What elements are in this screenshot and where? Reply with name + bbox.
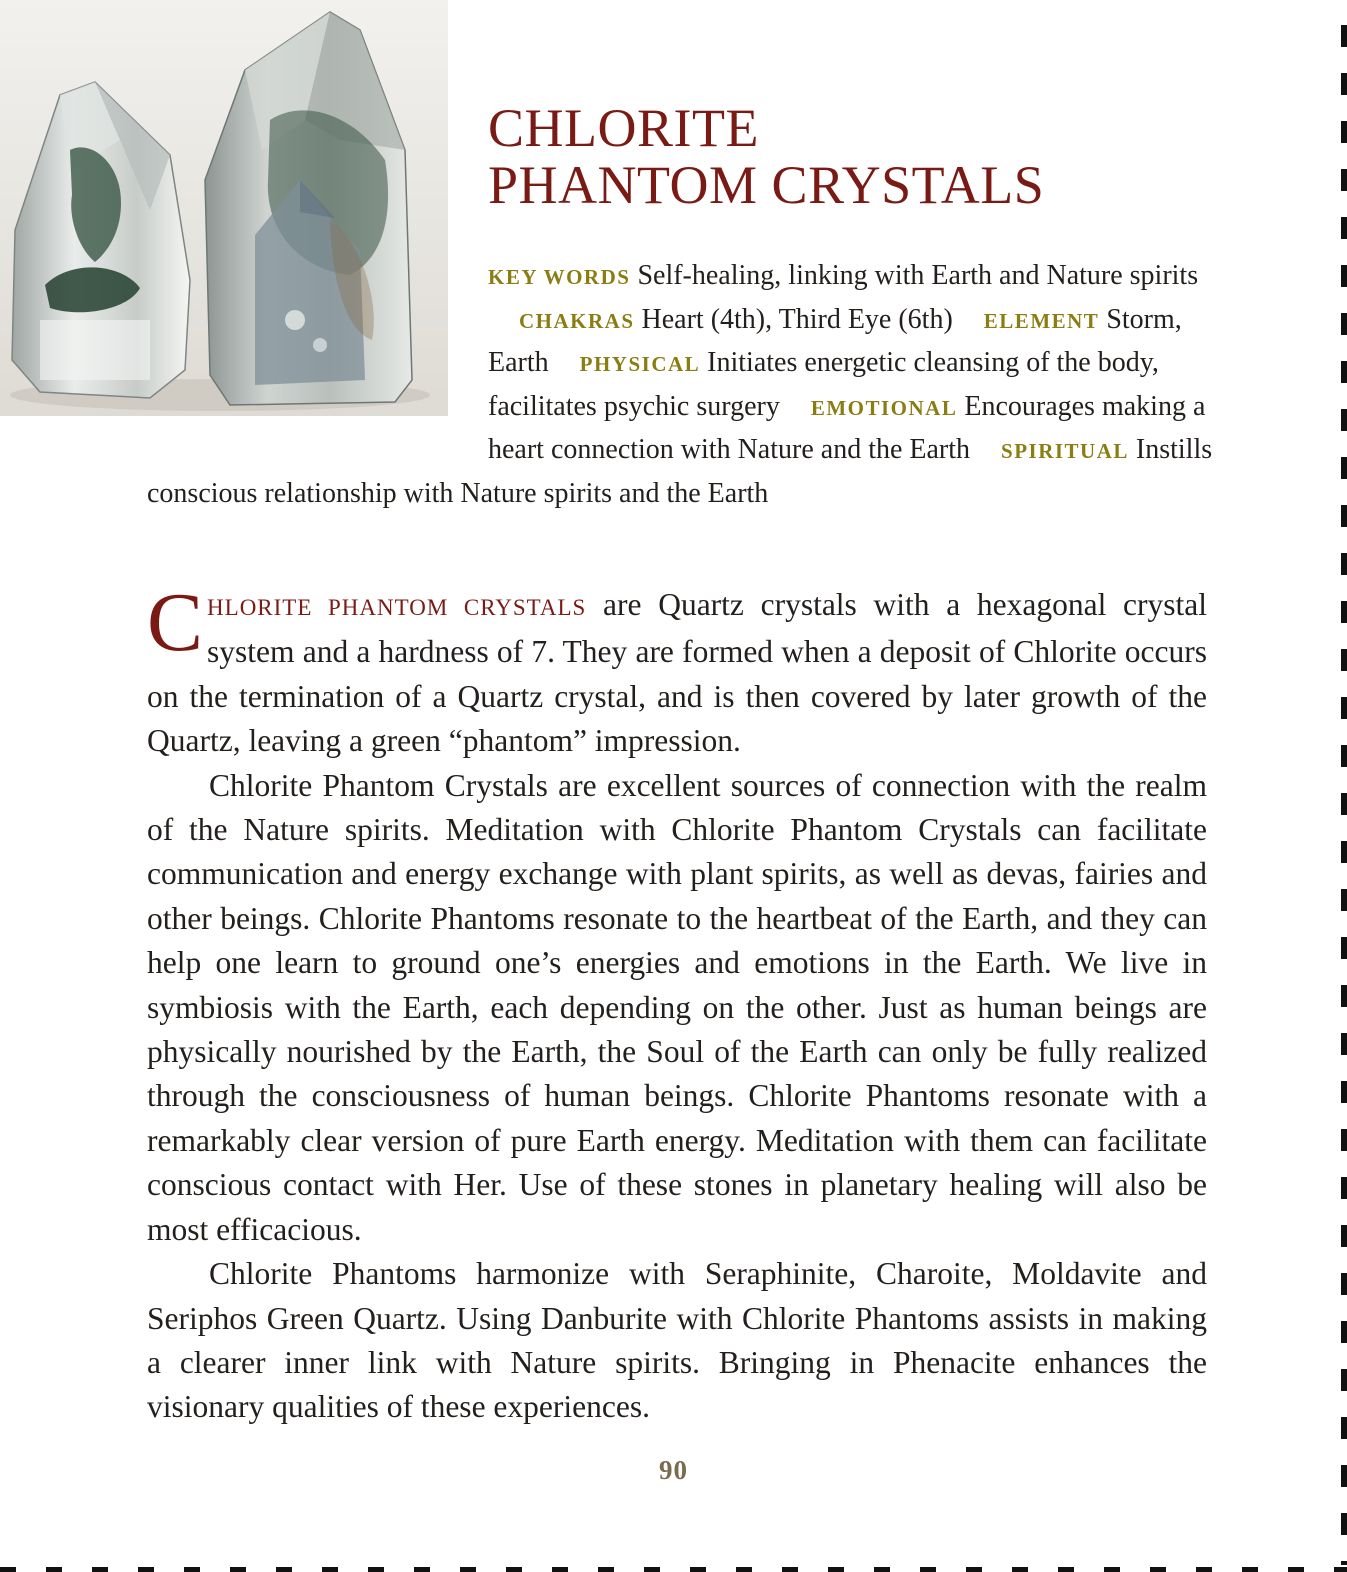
- page-title: [488, 100, 1044, 214]
- key-words-value: Self-healing, linking with Earth and Nature spirits: [637, 260, 1199, 291]
- physical-value: Initiates energetic cleansing of the body, facilitates psychic surgery: [488, 347, 1159, 422]
- paragraph-3: Chlorite Phantoms harmonize with Seraphinite, Charoite, Moldavite and Seriphos Green Quartz. Using Danburite with Chlorite Phantoms assists in making a clearer inner link with Nature spirits. Bringing in Phenacite enhances the visionary qualities of these experiences.: [147, 1256, 1207, 1425]
- spiritual-label: SPIRITUAL: [1001, 439, 1129, 463]
- title-line-1: CHLORITE: [488, 98, 759, 158]
- image-wrap-spacer: [147, 255, 488, 463]
- physical-label: PHYSICAL: [579, 352, 701, 376]
- paragraph-1-text: are Quartz crystals with a hexagonal crystal system and a hardness of 7. They are formed when a deposit of Chlorite occurs on the termination of a Quartz crystal, and is then covered by later growth of the Quartz, leaving a green “phantom” impression.: [147, 587, 1207, 759]
- paragraph-1: [147, 576, 1207, 764]
- body-text: [147, 576, 1207, 1430]
- element-label: ELEMENT: [983, 308, 1100, 333]
- title-line-2: PHANTOM CRYSTALS: [488, 155, 1045, 215]
- chakras-value: Heart (4th), Third Eye (6th): [641, 303, 953, 335]
- lead-smallcaps: HLORITE PHANTOM CRYSTALS: [207, 595, 587, 620]
- chakras-label: CHAKRAS: [519, 308, 635, 333]
- drop-cap: C: [147, 576, 204, 669]
- emotional-value: Encourages making a heart connection with Nature and the Earth: [488, 390, 1206, 465]
- paragraph-2: Chlorite Phantom Crystals are excellent sources of connection with the realm of the Nature spirits. Meditation with Chlorite Phantom Crystals can facilitate communication and energy exchange with plant spirits, as well as devas, fairies and other beings. Chlorite Phantoms resonate to the heartbeat of the Earth, and they can help one learn to ground one’s energies and emotions in the Earth. We live in symbiosis with the Earth, each depending on the other. Just as human beings are physically nourished by the Earth, the Soul of the Earth can only be fully realized through the consciousness of human beings. Chlorite Phantoms resonate with a remarkably clear version of pure Earth energy. Meditation with them can facilitate conscious contact with Her. Use of these stones in planetary healing will also be most efficacious.: [147, 767, 1207, 1247]
- spiritual-value: Instills conscious relationship with Nature spirits and the Earth: [147, 434, 1213, 509]
- page-number: 90: [659, 1455, 688, 1485]
- element-value: Storm, Earth: [488, 303, 1182, 378]
- bottom-edge-marks: [0, 1567, 1347, 1572]
- right-edge-marks: [1341, 25, 1347, 1565]
- attributes-block: [147, 255, 1217, 514]
- emotional-label: EMOTIONAL: [810, 395, 958, 420]
- key-words-label: KEY WORDS: [488, 265, 631, 289]
